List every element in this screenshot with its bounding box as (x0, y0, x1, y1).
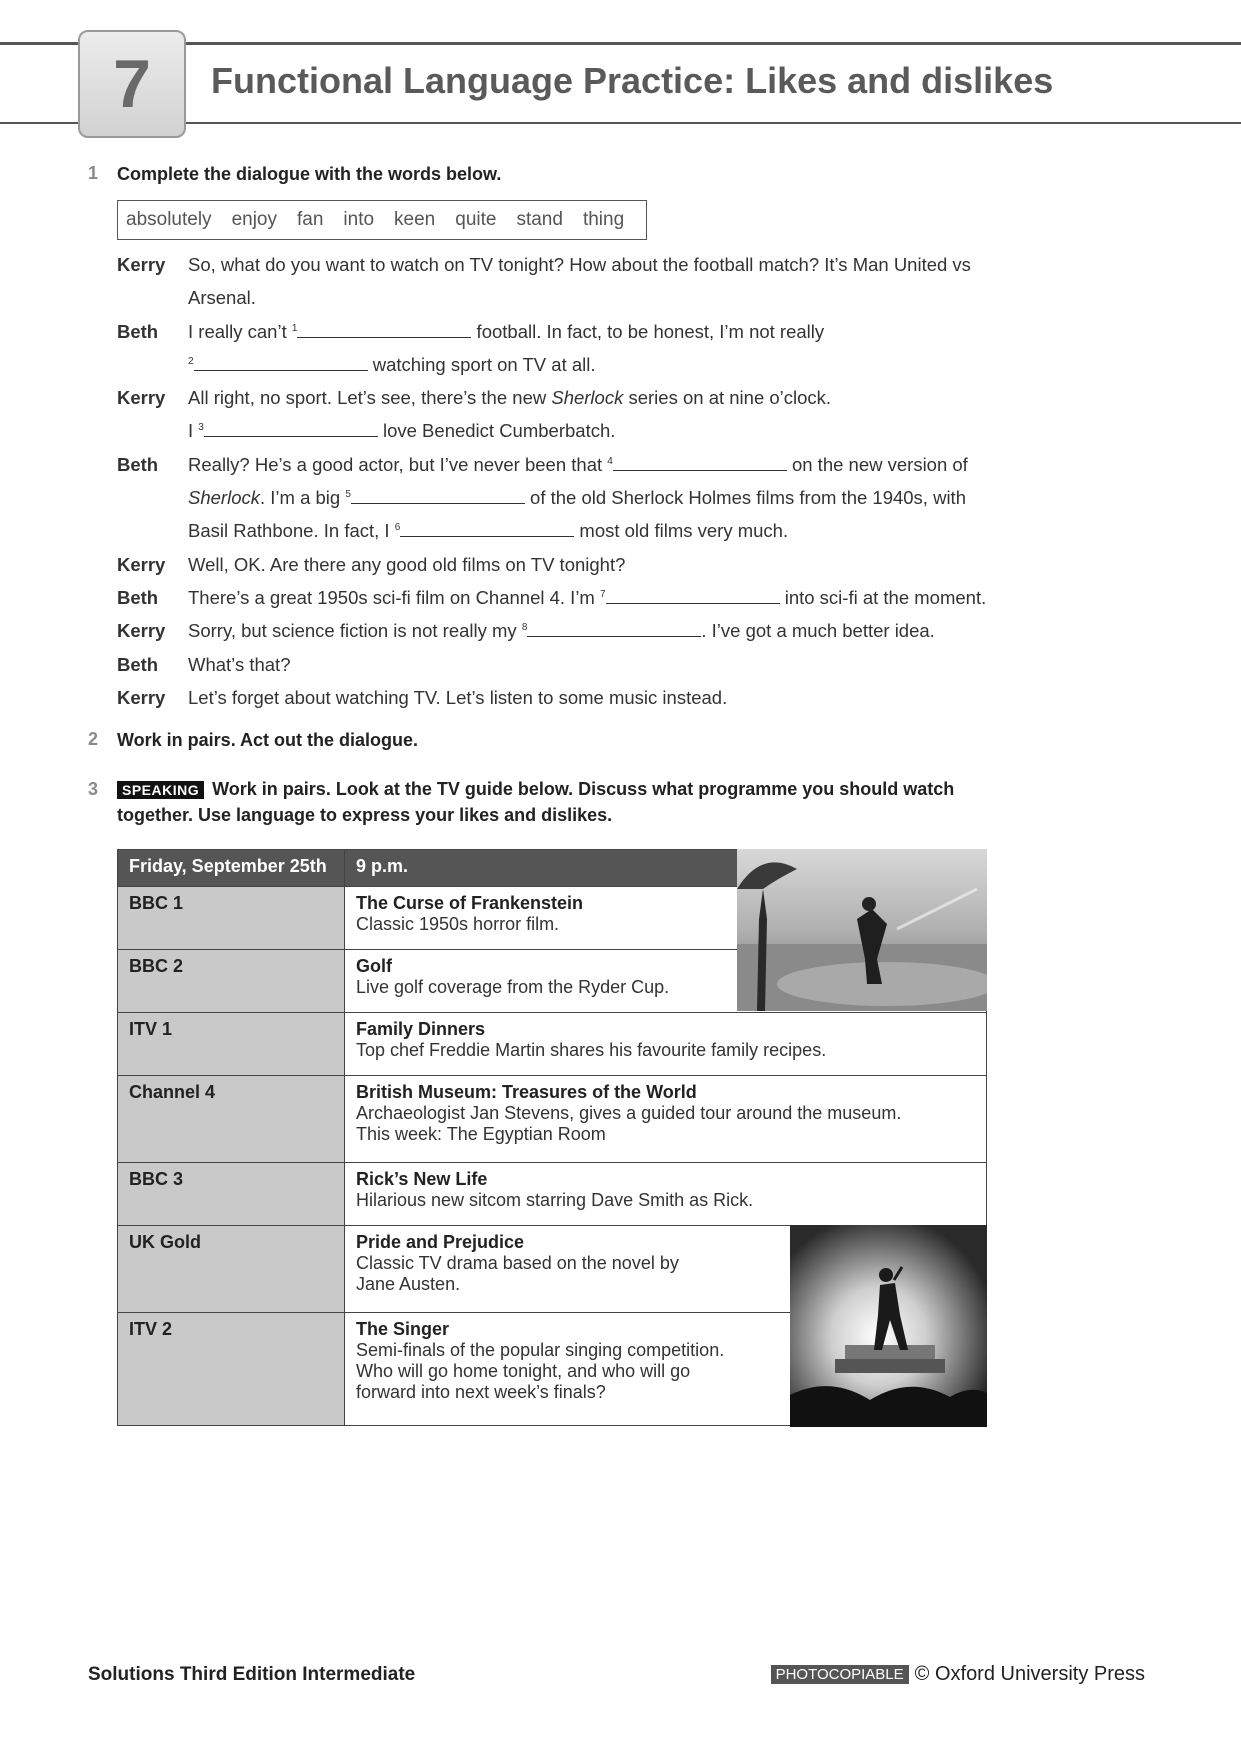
speaker-kerry: Kerry (117, 387, 166, 409)
exercise-2-instruction: Work in pairs. Act out the dialogue. (117, 730, 419, 750)
line-text: What’s that? (188, 653, 291, 675)
word: thing (582, 209, 625, 230)
tv-guide-date: Friday, September 25th (118, 850, 345, 887)
singer-photo (790, 1225, 987, 1427)
speaker-beth: Beth (117, 653, 159, 675)
blank-1[interactable] (297, 321, 471, 338)
blank-4[interactable] (613, 454, 787, 471)
dialogue-line (117, 416, 1017, 449)
line-text: Sherlock. I’m a big $^5$ of the old Sherlock Holmes films from the 1940s, with (188, 487, 966, 509)
dialogue-line (117, 650, 1017, 683)
word: absolutely (126, 209, 212, 230)
dialogue-line (117, 683, 1017, 716)
exercise-1-instruction: Complete the dialogue with the words below. (117, 164, 502, 184)
tv-guide (117, 849, 987, 1427)
word: keen (394, 209, 436, 230)
dialogue-line (117, 383, 1017, 416)
programme: British Museum: Treasures of the World Archaeologist Jan Stevens, gives a guided tour around the museum. This week: The Egyptian Room (345, 1076, 987, 1163)
dialogue-line (117, 616, 1017, 649)
blank-2[interactable] (194, 354, 368, 371)
line-text: I really can’t $^1$ football. In fact, to be honest, I’m not really (188, 320, 825, 342)
line-text: I $^3$ love Benedict Cumberbatch. (188, 420, 616, 442)
speaker-kerry: Kerry (117, 553, 166, 575)
dialogue-line (117, 283, 1017, 316)
programme: Family Dinners Top chef Freddie Martin shares his favourite family recipes. (345, 1013, 987, 1076)
programme: Rick’s New Life Hilarious new sitcom starring Dave Smith as Rick. (345, 1163, 987, 1226)
word: quite (455, 209, 497, 230)
exercise-2-number: 2 (88, 729, 99, 749)
line-text: Let’s forget about watching TV. Let’s listen to some music instead. (188, 686, 728, 708)
dialogue-line (117, 317, 1017, 350)
line-text: Really? He’s a good actor, but I’ve never been that $^4$ on the new version of (188, 453, 968, 475)
speaker-kerry: Kerry (117, 620, 166, 642)
exercise-3-instruction: SPEAKING Work in pairs. Look at the TV guide below. Discuss what programme you should watch (117, 779, 954, 800)
channel: ITV 2 (118, 1313, 345, 1426)
exercise-3-number: 3 (88, 779, 99, 799)
channel: UK Gold (118, 1226, 345, 1313)
channel: BBC 2 (118, 950, 345, 1013)
programme: The Singer Semi-finals of the popular singing competition. Who will go home tonight, and who will go forward into next week’s finals? (345, 1313, 987, 1426)
copyright-text: © Oxford University Press (914, 1663, 1145, 1685)
speaker-beth: Beth (117, 320, 159, 342)
footer-copyright (771, 1663, 1145, 1686)
top-rule (0, 42, 1241, 45)
dialogue-line (117, 516, 1017, 549)
golf-photo (737, 849, 987, 1011)
exercise-3-instruction-cont: together. Use language to express your likes and dislikes. (117, 805, 613, 825)
programme: The Curse of Frankenstein Classic 1950s horror film. (345, 887, 987, 950)
line-text: Arsenal. (188, 287, 256, 309)
word: into (343, 209, 375, 230)
line-text: $^2$ watching sport on TV at all. (188, 353, 596, 375)
speaker-kerry: Kerry (117, 686, 166, 708)
dialogue-line (117, 483, 1017, 516)
tv-guide-time: 9 p.m. (345, 850, 987, 887)
blank-6[interactable] (400, 520, 574, 537)
line-text: Sorry, but science fiction is not really my $^8$ . I’ve got a much better idea. (188, 620, 935, 642)
dialogue-line (117, 583, 1017, 616)
line-text: Well, OK. Are there any good old films on TV tonight? (188, 553, 626, 575)
speaker-kerry: Kerry (117, 254, 166, 275)
blank-5[interactable] (351, 487, 525, 504)
dialogue-line (117, 550, 1017, 583)
word-box (117, 200, 647, 240)
speaker-beth: Beth (117, 453, 159, 475)
programme: Golf Live golf coverage from the Ryder Cup. (345, 950, 987, 1013)
table-row (118, 1163, 987, 1226)
programme: Pride and Prejudice Classic TV drama based on the novel by Jane Austen. (345, 1226, 987, 1313)
photocopiable-badge: PHOTOCOPIABLE (771, 1665, 909, 1684)
dialogue-line (117, 350, 1017, 383)
line-text: All right, no sport. Let’s see, there’s the new Sherlock series on at nine o’clock. (188, 387, 832, 409)
table-row (118, 1013, 987, 1076)
blank-8[interactable] (527, 620, 701, 637)
word: fan (296, 209, 324, 230)
channel: ITV 1 (118, 1013, 345, 1076)
dialogue-line (117, 250, 1017, 283)
header-rule (0, 122, 1241, 124)
line-text: Basil Rathbone. In fact, I $^6$ most old films very much. (188, 520, 789, 542)
blank-3[interactable] (204, 420, 378, 437)
dialogue-line (117, 450, 1017, 483)
page-title: Functional Language Practice: Likes and dislikes (211, 60, 1054, 101)
speaking-badge: SPEAKING (117, 781, 204, 799)
dialogue (117, 250, 1017, 716)
channel: BBC 1 (118, 887, 345, 950)
line-text: There’s a great 1950s sci-fi film on Channel 4. I’m $^7$ into sci-fi at the moment. (188, 586, 987, 608)
unit-number-box (78, 30, 186, 138)
exercise-1-number: 1 (88, 163, 99, 183)
word: enjoy (231, 209, 277, 230)
word: stand (516, 209, 563, 230)
channel: Channel 4 (118, 1076, 345, 1163)
blank-7[interactable] (606, 587, 780, 604)
speaker-beth: Beth (117, 586, 159, 608)
footer-book-title: Solutions Third Edition Intermediate (88, 1664, 416, 1685)
line-text: So, what do you want to watch on TV tonight? How about the football match? It’s Man United vs (188, 254, 971, 275)
table-row (118, 1076, 987, 1163)
channel: BBC 3 (118, 1163, 345, 1226)
unit-number: 7 (113, 46, 151, 122)
